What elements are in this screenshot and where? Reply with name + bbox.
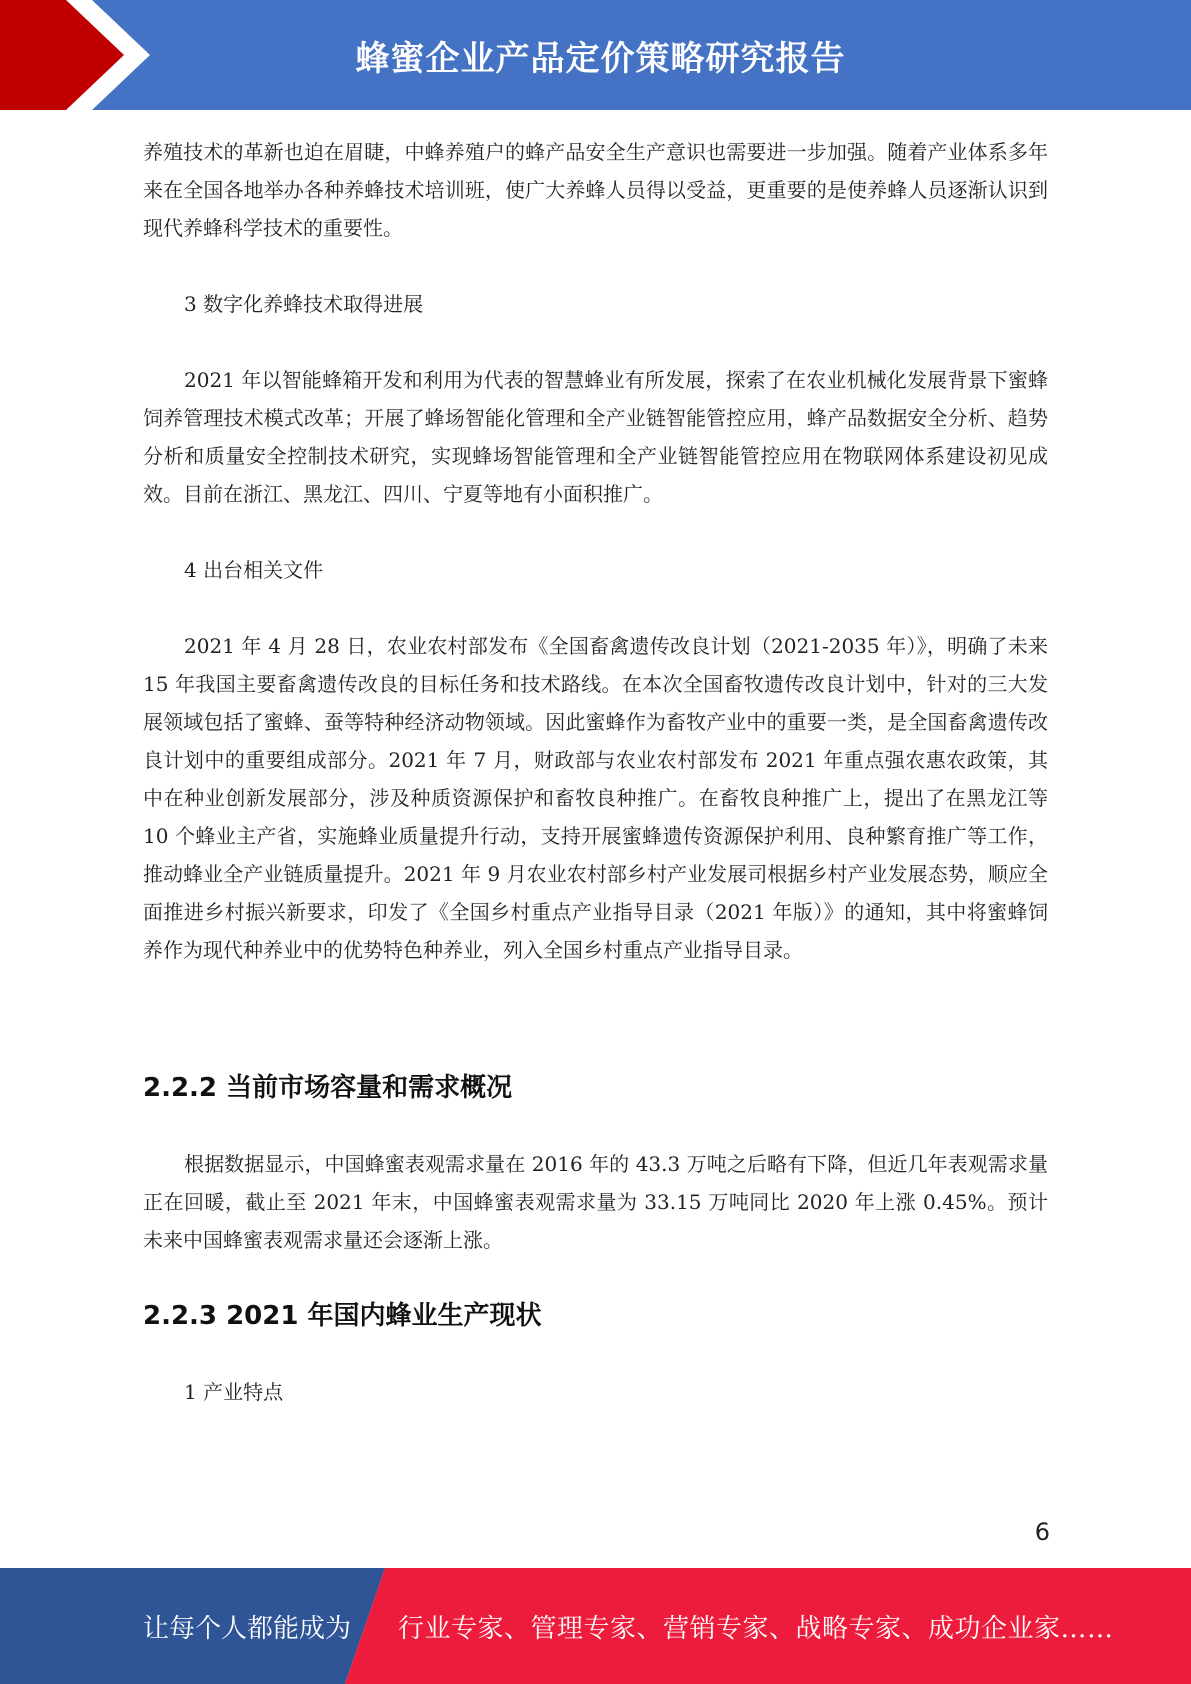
paragraph-beekeeping-technology: 养殖技术的革新也迫在眉睫，中蜂养殖户的蜂产品安全生产意识也需要进一步加强。随着产业体系多年来在全国各地举办各种养蜂技术培训班，使广大养蜂人员得以受益，更重要的是使养蜂人员逐渐认识到现代养蜂科学技术的重要性。 — [143, 140, 1048, 240]
footer-slogan-right: 行业专家、管理专家、营销专家、战略专家、成功企业家…… — [398, 1613, 1114, 1644]
page-number: 6 — [1034, 1518, 1050, 1546]
footer-slogan-left: 让每个人都能成为 — [143, 1613, 352, 1644]
section-2-2-3-heading: 2.2.3 2021 年国内蜂业生产现状 — [143, 1301, 542, 1331]
paragraph-policy-documents: 2021 年 4 月 28 日，农业农村部发布《全国畜禽遗传改良计划（2021-2035 年）》，明确了未来 15 年我国主要畜禽遗传改良的目标任务和技术路线。在本次全国畜牧遗传改良计划中，针对的三大发展领域包括了蜜蜂、蚕等特种经济动物领域。因此蜜蜂作为畜牧产业中的重要一类，是全国畜禽遗传改良计划中的重要组成部分。2021 年 7 月，财政部与农业农村部发布 2021 年重点强农惠农政策，其中在种业创新发展部分，涉及种质资源保护和畜牧良种推广。在畜牧良种推广上，提出了在黑龙江等 10 个蜂业主产省，实施蜂业质量提升行动，支持开展蜜蜂遗传资源保护利用、良种繁育推广等工作，推动蜂业全产业链质量提升。2021 年 9 月农业农村部乡村产业发展司根据乡村产业发展态势，顺应全面推进乡村振兴新要求，印发了《全国乡村重点产业指导目录（2021 年版）》的通知，其中将蜜蜂饲养作为现代种养业中的优势特色种养业，列入全国乡村重点产业指导目录。 — [143, 634, 1048, 962]
report-title: 蜂蜜企业产品定价策略研究报告 — [355, 38, 846, 79]
page-footer — [0, 1568, 1191, 1684]
subsection-1-heading: 1 产业特点 — [184, 1380, 284, 1404]
page-header — [0, 0, 1191, 110]
subsection-4-heading: 4 出台相关文件 — [184, 558, 324, 582]
subsection-3-heading: 3 数字化养蜂技术取得进展 — [184, 292, 424, 316]
paragraph-market-demand: 根据数据显示，中国蜂蜜表观需求量在 2016 年的 43.3 万吨之后略有下降，但近几年表观需求量正在回暖，截止至 2021 年末，中国蜂蜜表观需求量为 33.15 万吨同比 2020 年上涨 0.45%。预计未来中国蜂蜜表观需求量还会逐渐上涨。 — [143, 1152, 1048, 1252]
section-2-2-2-heading: 2.2.2 当前市场容量和需求概况 — [143, 1073, 513, 1103]
paragraph-digital-beekeeping: 2021 年以智能蜂箱开发和利用为代表的智慧蜂业有所发展，探索了在农业机械化发展背景下蜜蜂饲养管理技术模式改革；开展了蜂场智能化管理和全产业链智能管控应用，蜂产品数据安全分析、趋势分析和质量安全控制技术研究，实现蜂场智能管理和全产业链智能管控应用在物联网体系建设初见成效。目前在浙江、黑龙江、四川、宁夏等地有小面积推广。 — [143, 368, 1048, 506]
page-body — [143, 133, 1048, 1411]
